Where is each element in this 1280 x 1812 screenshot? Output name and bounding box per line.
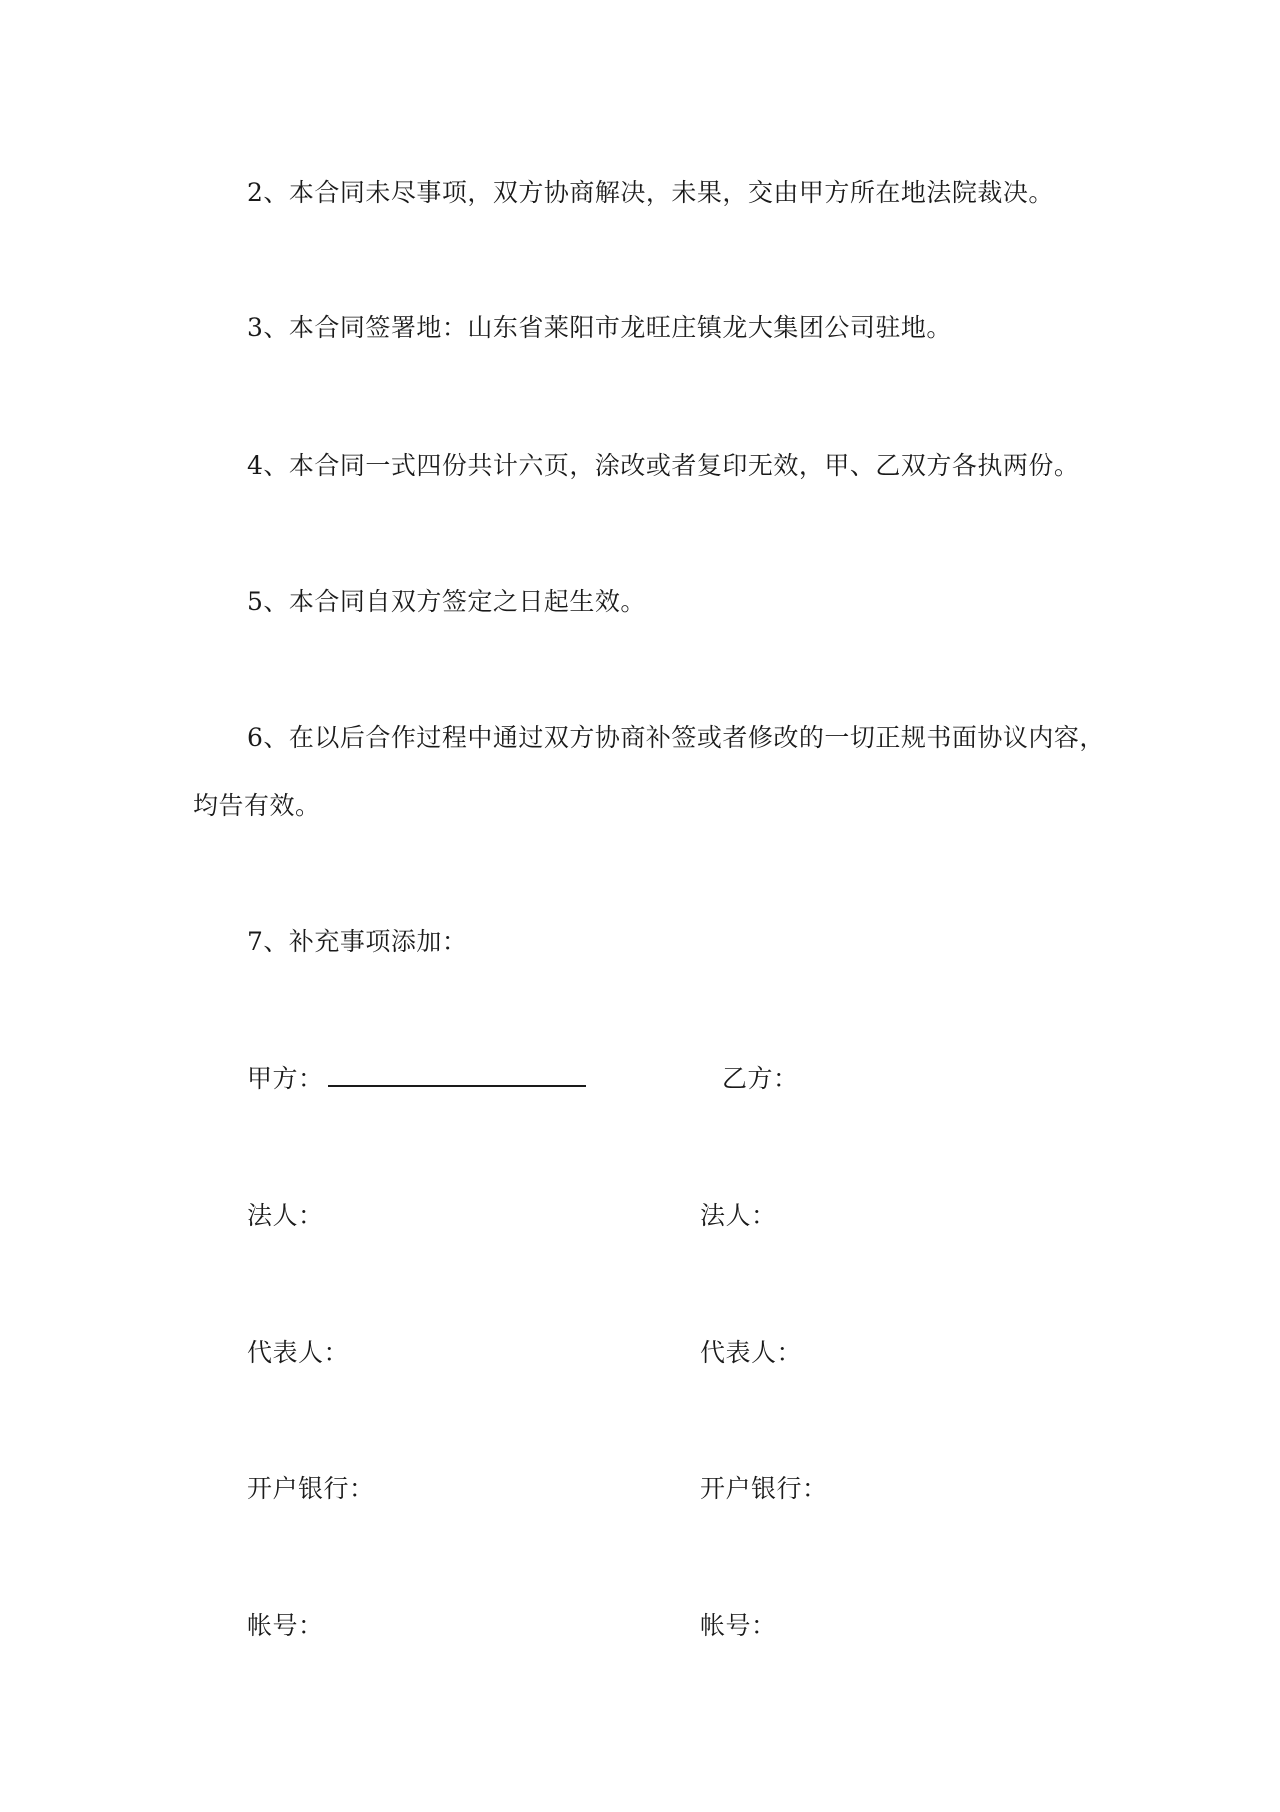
party-b-label: 乙方： [722, 1064, 799, 1093]
party-b-legal-person: 法人： [700, 1201, 777, 1230]
party-a-account: 帐号： [247, 1611, 324, 1640]
clause-5: 5、本合同自双方签定之日起生效。 [247, 587, 646, 616]
party-a-legal-person: 法人： [247, 1201, 324, 1230]
clause-7: 7、补充事项添加： [247, 927, 468, 956]
party-a-label-text: 甲方： [247, 1064, 324, 1093]
clause-6: 6、在以后合作过程中通过双方协商补签或者修改的一切正规书面协议内容， [247, 723, 1105, 752]
clause-2: 2、本合同未尽事项，双方协商解决，未果，交由甲方所在地法院裁决。 [247, 178, 1054, 207]
clause-4: 4、本合同一式四份共计六页，涂改或者复印无效，甲、乙双方各执两份。 [247, 451, 1080, 480]
party-b-account: 帐号： [700, 1611, 777, 1640]
party-a-bank: 开户银行： [247, 1474, 375, 1503]
party-b-bank: 开户银行： [700, 1474, 828, 1503]
clause-3: 3、本合同签署地：山东省莱阳市龙旺庄镇龙大集团公司驻地。 [247, 313, 952, 342]
clause-6-continuation: 均告有效。 [193, 791, 321, 820]
party-a-representative: 代表人： [247, 1338, 350, 1367]
party-a-label [247, 1063, 586, 1095]
party-b-representative: 代表人： [700, 1338, 803, 1367]
party-a-blank-line [328, 1067, 586, 1087]
